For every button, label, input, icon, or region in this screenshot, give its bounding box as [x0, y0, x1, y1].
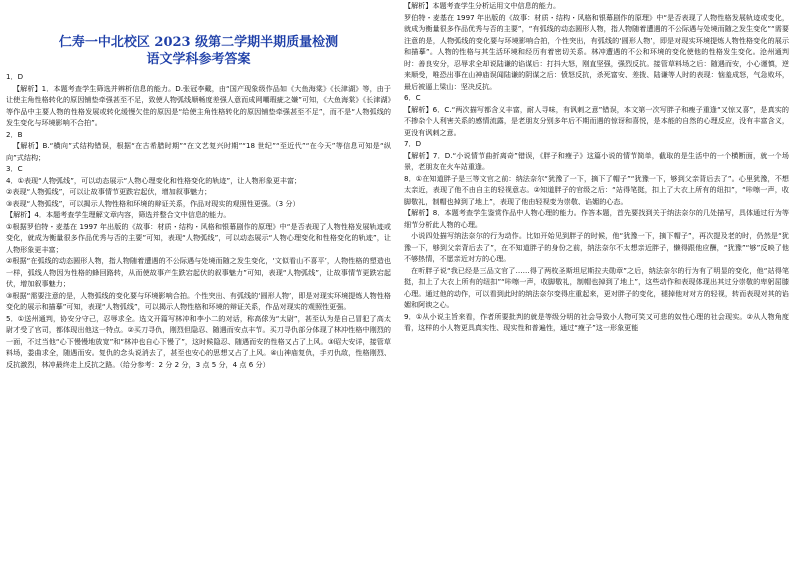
answer-4-point-2: ②表现“人物弧线”，可以让故事情节更跌宕起伏，增加叙事魅力；: [6, 187, 212, 196]
analysis-4-intro: 【解析】4．本题考查学生理解文章内容，筛选并整合文中信息的能力。: [6, 210, 231, 219]
document-subtitle: 语文学科参考答案: [146, 52, 251, 67]
answer-8: 8．①在知道胖子是三等文官之前：纳法奈尔“犹豫了一下，摘下了帽子”“犹豫一下，够到父亲背后去了”。心里犹豫，不想太亲近，表现了他不由自主的轻视意志。②知道胖子的官级之后：“站得笔挺，扣上了大衣上所有的纽扣”，“咔嚓一声，收脚敬礼，制帽也掉到了地上”，表现了他由轻视变为崇敬、谄媚的心态。: [404, 173, 789, 206]
right-column: [404, 0, 789, 561]
answer-5: 5．①送州通判，协安分守己，忍辱求全。选文开篇写林冲和李小二的对话，称高俅为“太尉”，甚至认为是自己冒犯了高太尉才受了官司，都体现出他这一特点。②买刀寻仇，刚烈但隐忍、随遇而安点丰节。买刀寻仇部分体现了林冲性格中刚烈的一面，不过当他“心下慢慢地放宽”和“林冲也自心下慢了”，这时候隐忍、随遇而安的性格又占了上风。③昭大安详，接管草料场，娄曲求全，随遇而安。复仇的念头说消去了，甚至也安心的思想又占了上风。④山神庙复仇，手刃仇敌，性格刚烈、反抗激烈，林冲最终走上反抗之路。（给分参考：2 分 2 分，3 点 5 分，4 点 6 分）: [6, 313, 391, 369]
analysis-4-point-2: ②根据“在弧线的动态圆形人物，指人物随着遭遇的不公际遇与处境而随之发生变化，‘文似看山不喜平’，人物性格的塑造也一样，弧线人物因为性格的蜂回路转，从而使故事产生跌宕起伏的叙事魅力”可知，表现“人物弧线”，让故事情节更跌宕起伏，增加叙事魅力；: [6, 256, 391, 288]
analysis-4-point-1: ①根据罗伯特・麦基在 1997 年出版的《故事：材质・结构・风格和银幕剧作的原理》中“是否表现了人物性格发展轨迹或变化，就成为衡量很多作品优秀与否的主要”可知，表现“人物弧线”，可以动态展示“人物心理变化和性格变化的轨迹”，让人物形象更丰富；: [6, 221, 391, 254]
answer-9: 9．①从小说主旨来看，作者所要批判的就是等级分明的社会导致小人物可笑又可悲的奴性心理的社会现实。②从人物角度看，这样的小人物更具真实性、现实性和普遍性，通过“瘦子”这一形象更能: [404, 311, 789, 332]
analysis-5-intro: 【解析】本题考查学生分析运用文中信息的能力。: [404, 1, 561, 10]
document-title: 仁寿一中北校区 2023 级第二学期半期质量检测: [58, 35, 339, 50]
left-column: [6, 0, 391, 561]
analysis-8-para-2: 在听胖子说“我已经是三品文官了……得了两枚圣斯坦尼斯拉夫勋章”之后，纳法奈尔的行为有了明显的变化，他“站得笔挺，扣上了大衣上所有的纽扣”“咔嚓一声，收脚敬礼，制帽也掉到了地上”，这些动作和表现体现出其过分崇敬的卑躬屈膝心理。通过他的动作，可以看到此时的纳法奈尔变得庄重起来，更对胖子的变化，褪掉他对对方的轻视，转而表现对其的谄媚和阿谀之心。: [404, 265, 789, 309]
answer-6: 6．C: [404, 93, 421, 102]
answer-1: 1．D: [6, 72, 24, 81]
analysis-5-body: 罗伯特・麦基在 1997 年出版的《故事：材质・结构・风格和银幕剧作的原理》中“是否表现了人物性格发展轨迹或变化，就成为衡量很多作品优秀与否的主要”，“有弧线的动态圆形人物，指人物随着遭遇的不公际遇与处境而随之发生变化”“需要注意的是，人物弧线的变化要与环境影响合拍，个性突出，有弧线的‘圆形人物’，即是对现实环境提炼人物性格变化的展示和描摹”。人物的性格与其生活环境和经历有着密切关系。林冲遭遇的不公和环境的变化使他的性格发生变化。沧州通判时：善良安分，忍辱求全却说陆谦的谄谋后：打抖大怒，刚直坚强，强烈反抗。接管草料场之后：随遇而安，小心谨慎，逆来顺受，唯恐出事在山神庙误闻陆谦的阴谋之后：愤怒反抗，杀死富安、差拨、陆谦等人时的表现：恼羞成怒，气急败坏，最后被逼上梁山：坚决反抗。: [404, 12, 789, 91]
answer-3: 3．C: [6, 164, 23, 173]
analysis-4-point-3: ③根据“需要注意的是，人物弧线的变化要与环境影响合拍。个性突出、有弧线的‘圆形人物’，即是对现实环境提炼人物性格变化的展示和描摹”可知，表现“人物弧线”，可以揭示人物性格和环境的辩证关系，作品对现实的观照性更强。: [6, 290, 391, 311]
analysis-2: 【解析】B.“横向”式结构错误，根据“在古希腊时期”“在文艺复兴时期”“18 世纪”“至近代”“在今天”等信息可知是“纵向”式结构；: [6, 141, 391, 162]
analysis-6: 【解析】6．C.“两次描写都含义丰富，耐人寻味，有讽刺之意”错误，本文第一次写胖子和瘦子重逢“又惊又喜”，是真实的不掺杂个人利害关系的感情流露，是老朋友分别多年后不期而遇的惊讶和喜悦，是本能的自然的心理反应，没有丰富含义，更没有讽刺之意。: [404, 104, 789, 137]
answer-4-point-3: ③表现“人物弧线”，可以揭示人物性格和环境的辩证关系，作品对现实的观照性更强。（3 分）: [6, 198, 300, 208]
answer-7: 7．D: [404, 139, 422, 148]
answer-2: 2．B: [6, 129, 23, 139]
analysis-1: 【解析】1．本题考查学生筛选并辨析信息的能力。D.张冠李戴，由“国产现象级作品如《大鱼海棠》《长津湖》等，由于让使主角性格转化的原因铺垫牵强甚至不足，致使人物弧线顺畅度差强人意而成网嘲瑕疵之嫌”可知，《大鱼海棠》《长津湖》等作品中主要人物的性格发展或转化缓慢欠佳的原因是“给使主角性格转化的原因铺垫牵强甚至不足”，而不是“人物弧线的发生变化与环境影响不合拍”。: [6, 83, 391, 127]
analysis-8-intro: 【解析】8．本题考查学生鉴赏作品中人物心理的能力。作答本题，首先要找到关于纳法奈尔的几处描写，具体通过行为等细节分析此人物的心理。: [404, 208, 789, 229]
analysis-8-para-1: 小说四处描写纳法奈尔的行为动作。比如开始见到胖子的时候，他“犹豫一下，摘下帽子”，再次提及老的时，仍然是“犹豫一下，够到父亲背后去了”，在不知道胖子的身份之前，纳法奈尔不太想亲近胖子，懒得跟他应酬，“犹豫”“够”反映了他不够热情，不愿亲近对方的心理。: [404, 231, 789, 263]
analysis-7: 【解析】7．D.“小说情节曲折离奇”错误，《胖子和瘦子》这篇小说的情节简单，截取的是生活中的一个横断面，就一个场景，老朋友在火车站重逢。: [404, 150, 789, 171]
answer-4-point-1: 4．①表现“人物弧线”，可以动态展示“人物心理变化和性格变化的轨迹”，让人物形象更丰富；: [6, 175, 302, 185]
